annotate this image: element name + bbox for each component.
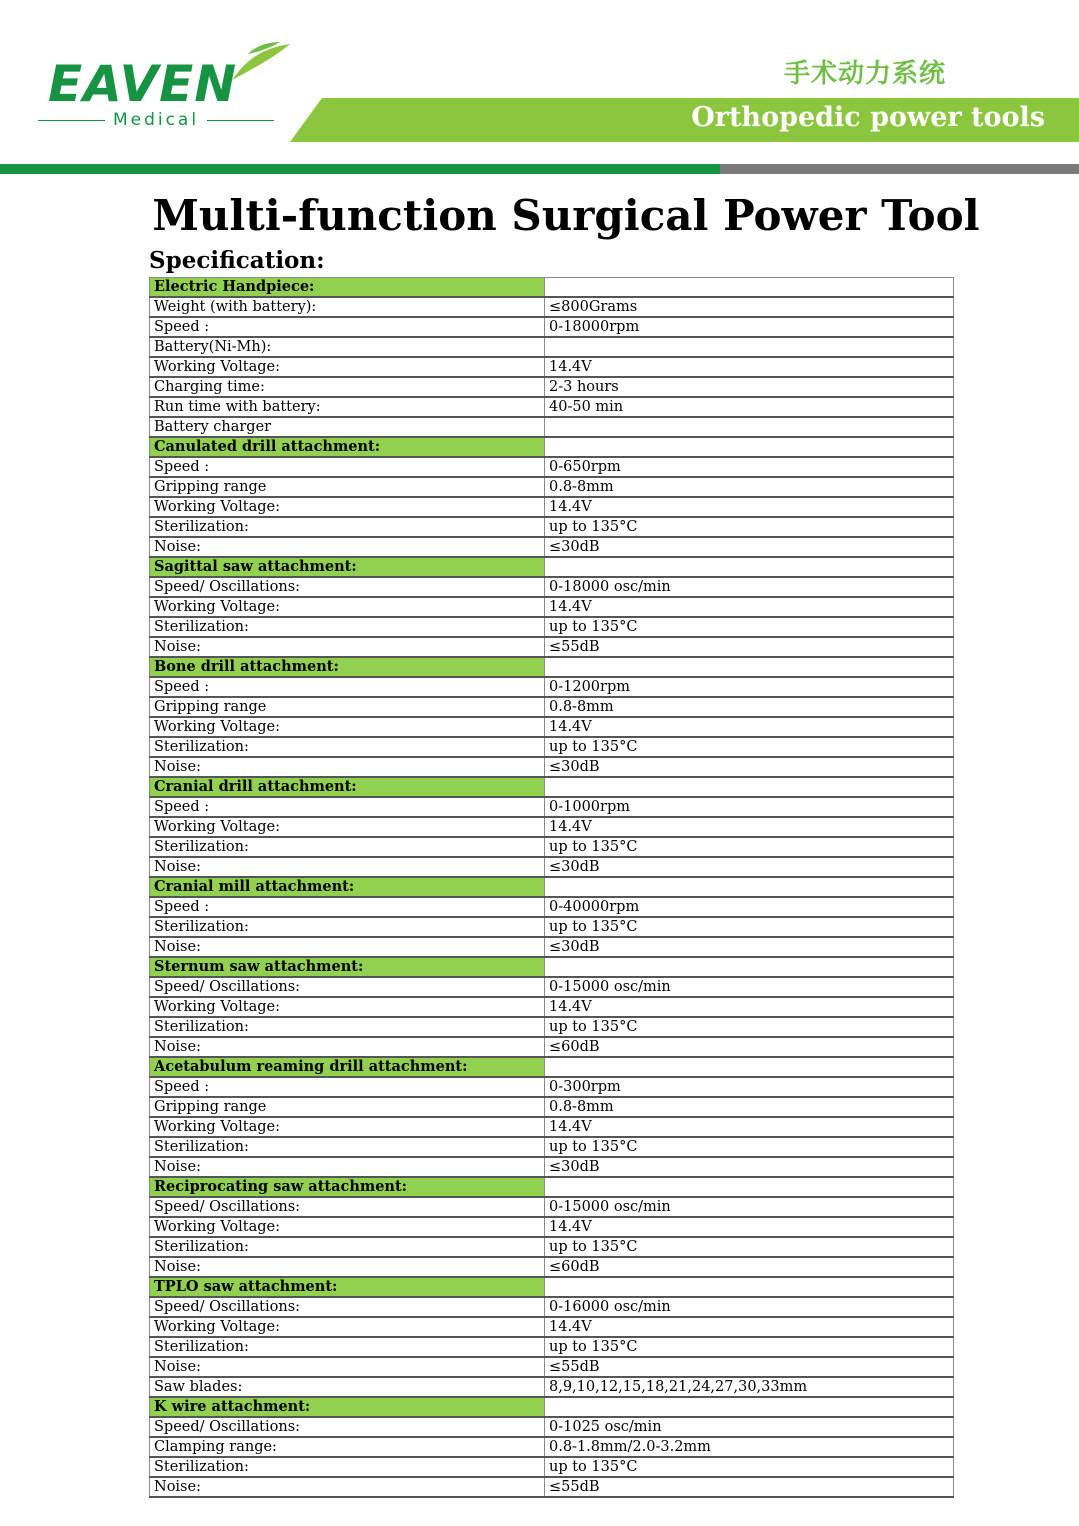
table-row (150, 637, 954, 657)
spec-label: Speed : (150, 797, 545, 817)
spec-label: Working Voltage: (150, 1217, 545, 1237)
divider-gray (720, 164, 1079, 174)
table-row (150, 737, 954, 757)
table-row (150, 1097, 954, 1117)
table-row (150, 1477, 954, 1497)
spec-label: Speed : (150, 1077, 545, 1097)
spec-value: up to 135°C (545, 917, 954, 937)
spec-value: 14.4V (545, 497, 954, 517)
spec-label: Working Voltage: (150, 497, 545, 517)
spec-label: Working Voltage: (150, 1117, 545, 1137)
spec-value (545, 437, 954, 457)
table-row (150, 1377, 954, 1397)
section-header-row (150, 877, 954, 897)
section-header-row (150, 1397, 954, 1417)
table-row (150, 917, 954, 937)
spec-value: up to 135°C (545, 1457, 954, 1477)
table-row (150, 697, 954, 717)
table-row (150, 817, 954, 837)
spec-label: Noise: (150, 757, 545, 777)
spec-label: Sterilization: (150, 617, 545, 637)
table-row (150, 357, 954, 377)
spec-value: ≤60dB (545, 1037, 954, 1057)
leaf-icon (228, 40, 292, 82)
section-title: K wire attachment: (150, 1397, 545, 1417)
spec-label: Sterilization: (150, 517, 545, 537)
spec-value (545, 557, 954, 577)
spec-value: 0.8-1.8mm/2.0-3.2mm (545, 1437, 954, 1457)
spec-value: ≤30dB (545, 537, 954, 557)
logo-subtitle (38, 110, 274, 130)
spec-label: Speed/ Oscillations: (150, 977, 545, 997)
spec-label: Gripping range (150, 477, 545, 497)
table-row (150, 857, 954, 877)
section-title: TPLO saw attachment: (150, 1277, 545, 1297)
section-header-row (150, 777, 954, 797)
spec-label: Charging time: (150, 377, 545, 397)
spec-value: ≤60dB (545, 1257, 954, 1277)
spec-value: 2-3 hours (545, 377, 954, 397)
table-row (150, 1417, 954, 1437)
table-row (150, 457, 954, 477)
table-row (150, 837, 954, 857)
spec-label: Working Voltage: (150, 817, 545, 837)
table-row (150, 1437, 954, 1457)
section-title: Cranial mill attachment: (150, 877, 545, 897)
table-row (150, 1297, 954, 1317)
section-title: Reciprocating saw attachment: (150, 1177, 545, 1197)
table-row (150, 1237, 954, 1257)
spec-value: ≤30dB (545, 1157, 954, 1177)
divider (207, 120, 274, 121)
table-row (150, 937, 954, 957)
spec-value: 0.8-8mm (545, 477, 954, 497)
table-row (150, 1317, 954, 1337)
section-title: Bone drill attachment: (150, 657, 545, 677)
spec-label: Speed/ Oscillations: (150, 1297, 545, 1317)
brand-logo (38, 40, 298, 135)
spec-value: 0-1025 osc/min (545, 1417, 954, 1437)
spec-label: Noise: (150, 537, 545, 557)
spec-value: ≤30dB (545, 937, 954, 957)
spec-label: Noise: (150, 857, 545, 877)
spec-value: 14.4V (545, 1317, 954, 1337)
section-title: Sternum saw attachment: (150, 957, 545, 977)
spec-table (149, 277, 954, 1498)
spec-value (545, 957, 954, 977)
spec-value: 40-50 min (545, 397, 954, 417)
spec-value (545, 417, 954, 437)
spec-value: 14.4V (545, 1217, 954, 1237)
table-row (150, 1117, 954, 1137)
spec-label: Noise: (150, 637, 545, 657)
spec-value (545, 877, 954, 897)
table-row (150, 1137, 954, 1157)
spec-label: Speed : (150, 317, 545, 337)
spec-value: up to 135°C (545, 1017, 954, 1037)
spec-label: Speed : (150, 677, 545, 697)
spec-label: Battery charger (150, 417, 545, 437)
spec-label: Working Voltage: (150, 597, 545, 617)
spec-table-body (150, 278, 954, 1498)
spec-value: up to 135°C (545, 1137, 954, 1157)
spec-value: 14.4V (545, 817, 954, 837)
section-header-row (150, 1177, 954, 1197)
spec-value: ≤55dB (545, 1357, 954, 1377)
section-header-row (150, 557, 954, 577)
spec-value: up to 135°C (545, 617, 954, 637)
spec-value: up to 135°C (545, 1237, 954, 1257)
table-row (150, 1337, 954, 1357)
spec-label: Sterilization: (150, 1237, 545, 1257)
table-row (150, 797, 954, 817)
spec-label: Noise: (150, 1477, 545, 1497)
spec-label: Gripping range (150, 697, 545, 717)
table-row (150, 677, 954, 697)
table-row (150, 497, 954, 517)
table-row (150, 517, 954, 537)
spec-value (545, 337, 954, 357)
spec-value: ≤30dB (545, 857, 954, 877)
spec-label: Speed : (150, 457, 545, 477)
table-row (150, 1357, 954, 1377)
table-row (150, 1157, 954, 1177)
spec-value: 14.4V (545, 717, 954, 737)
spec-value: 0-1200rpm (545, 677, 954, 697)
divider (38, 120, 105, 121)
spec-label: Sterilization: (150, 917, 545, 937)
spec-heading: Specification: (149, 247, 325, 274)
spec-value: ≤55dB (545, 637, 954, 657)
spec-value (545, 1057, 954, 1077)
section-title: Acetabulum reaming drill attachment: (150, 1057, 545, 1077)
spec-label: Speed/ Oscillations: (150, 1417, 545, 1437)
spec-value (545, 1397, 954, 1417)
section-header-row (150, 437, 954, 457)
spec-value (545, 1277, 954, 1297)
table-row (150, 297, 954, 317)
table-row (150, 397, 954, 417)
section-header-row (150, 1277, 954, 1297)
spec-label: Gripping range (150, 1097, 545, 1117)
spec-value: up to 135°C (545, 737, 954, 757)
spec-value (545, 657, 954, 677)
spec-label: Sterilization: (150, 1337, 545, 1357)
spec-label: Sterilization: (150, 837, 545, 857)
spec-label: Noise: (150, 1037, 545, 1057)
spec-value: up to 135°C (545, 1337, 954, 1357)
spec-value: 0.8-8mm (545, 697, 954, 717)
table-row (150, 977, 954, 997)
spec-value: 0-18000 osc/min (545, 577, 954, 597)
spec-value (545, 777, 954, 797)
spec-label: Weight (with battery): (150, 297, 545, 317)
spec-label: Noise: (150, 937, 545, 957)
logo-wordmark: EAVEN (48, 55, 238, 113)
spec-value (545, 278, 954, 298)
spec-value: 14.4V (545, 597, 954, 617)
table-row (150, 1217, 954, 1237)
spec-value: ≤800Grams (545, 297, 954, 317)
spec-label: Sterilization: (150, 1457, 545, 1477)
table-row (150, 997, 954, 1017)
section-header-row (150, 278, 954, 298)
header-title-cn: 手术动力系统 (784, 59, 947, 89)
table-row (150, 1457, 954, 1477)
spec-value: up to 135°C (545, 837, 954, 857)
spec-value: ≤55dB (545, 1477, 954, 1497)
table-row (150, 1197, 954, 1217)
spec-label: Saw blades: (150, 1377, 545, 1397)
table-row (150, 597, 954, 617)
spec-label: Working Voltage: (150, 717, 545, 737)
table-row (150, 717, 954, 737)
spec-value: 14.4V (545, 1117, 954, 1137)
spec-label: Noise: (150, 1257, 545, 1277)
spec-label: Working Voltage: (150, 997, 545, 1017)
table-row (150, 1077, 954, 1097)
header-title-en: Orthopedic power tools (691, 102, 1045, 133)
section-title: Cranial drill attachment: (150, 777, 545, 797)
table-row (150, 577, 954, 597)
spec-value: 14.4V (545, 997, 954, 1017)
spec-value: 0-15000 osc/min (545, 977, 954, 997)
table-row (150, 757, 954, 777)
spec-value: 0-40000rpm (545, 897, 954, 917)
table-row (150, 337, 954, 357)
spec-label: Speed : (150, 897, 545, 917)
table-row (150, 1037, 954, 1057)
spec-value: 0-15000 osc/min (545, 1197, 954, 1217)
section-title: Canulated drill attachment: (150, 437, 545, 457)
spec-value: 8,9,10,12,15,18,21,24,27,30,33mm (545, 1377, 954, 1397)
spec-value: up to 135°C (545, 517, 954, 537)
spec-label: Run time with battery: (150, 397, 545, 417)
spec-label: Working Voltage: (150, 1317, 545, 1337)
table-row (150, 417, 954, 437)
spec-value (545, 1177, 954, 1197)
spec-value: 0-1000rpm (545, 797, 954, 817)
table-row (150, 537, 954, 557)
table-row (150, 477, 954, 497)
spec-value: 0-16000 osc/min (545, 1297, 954, 1317)
spec-value: 0.8-8mm (545, 1097, 954, 1117)
spec-value: 0-300rpm (545, 1077, 954, 1097)
section-title: Sagittal saw attachment: (150, 557, 545, 577)
spec-value: 14.4V (545, 357, 954, 377)
spec-label: Battery(Ni-Mh): (150, 337, 545, 357)
table-row (150, 617, 954, 637)
spec-label: Speed/ Oscillations: (150, 1197, 545, 1217)
section-header-row (150, 657, 954, 677)
table-row (150, 377, 954, 397)
section-header-row (150, 957, 954, 977)
spec-value: 0-650rpm (545, 457, 954, 477)
spec-value: ≤30dB (545, 757, 954, 777)
table-row (150, 897, 954, 917)
spec-label: Clamping range: (150, 1437, 545, 1457)
table-row (150, 1017, 954, 1037)
spec-label: Sterilization: (150, 1137, 545, 1157)
section-header-row (150, 1057, 954, 1077)
spec-value: 0-18000rpm (545, 317, 954, 337)
spec-label: Working Voltage: (150, 357, 545, 377)
page-title: Multi-function Surgical Power Tool (152, 191, 980, 240)
spec-label: Noise: (150, 1357, 545, 1377)
divider-green (0, 164, 720, 174)
spec-label: Noise: (150, 1157, 545, 1177)
spec-label: Sterilization: (150, 1017, 545, 1037)
table-row (150, 317, 954, 337)
spec-label: Sterilization: (150, 737, 545, 757)
logo-subtitle-text: Medical (112, 110, 200, 130)
section-title: Electric Handpiece: (150, 278, 545, 298)
table-row (150, 1257, 954, 1277)
spec-label: Speed/ Oscillations: (150, 577, 545, 597)
